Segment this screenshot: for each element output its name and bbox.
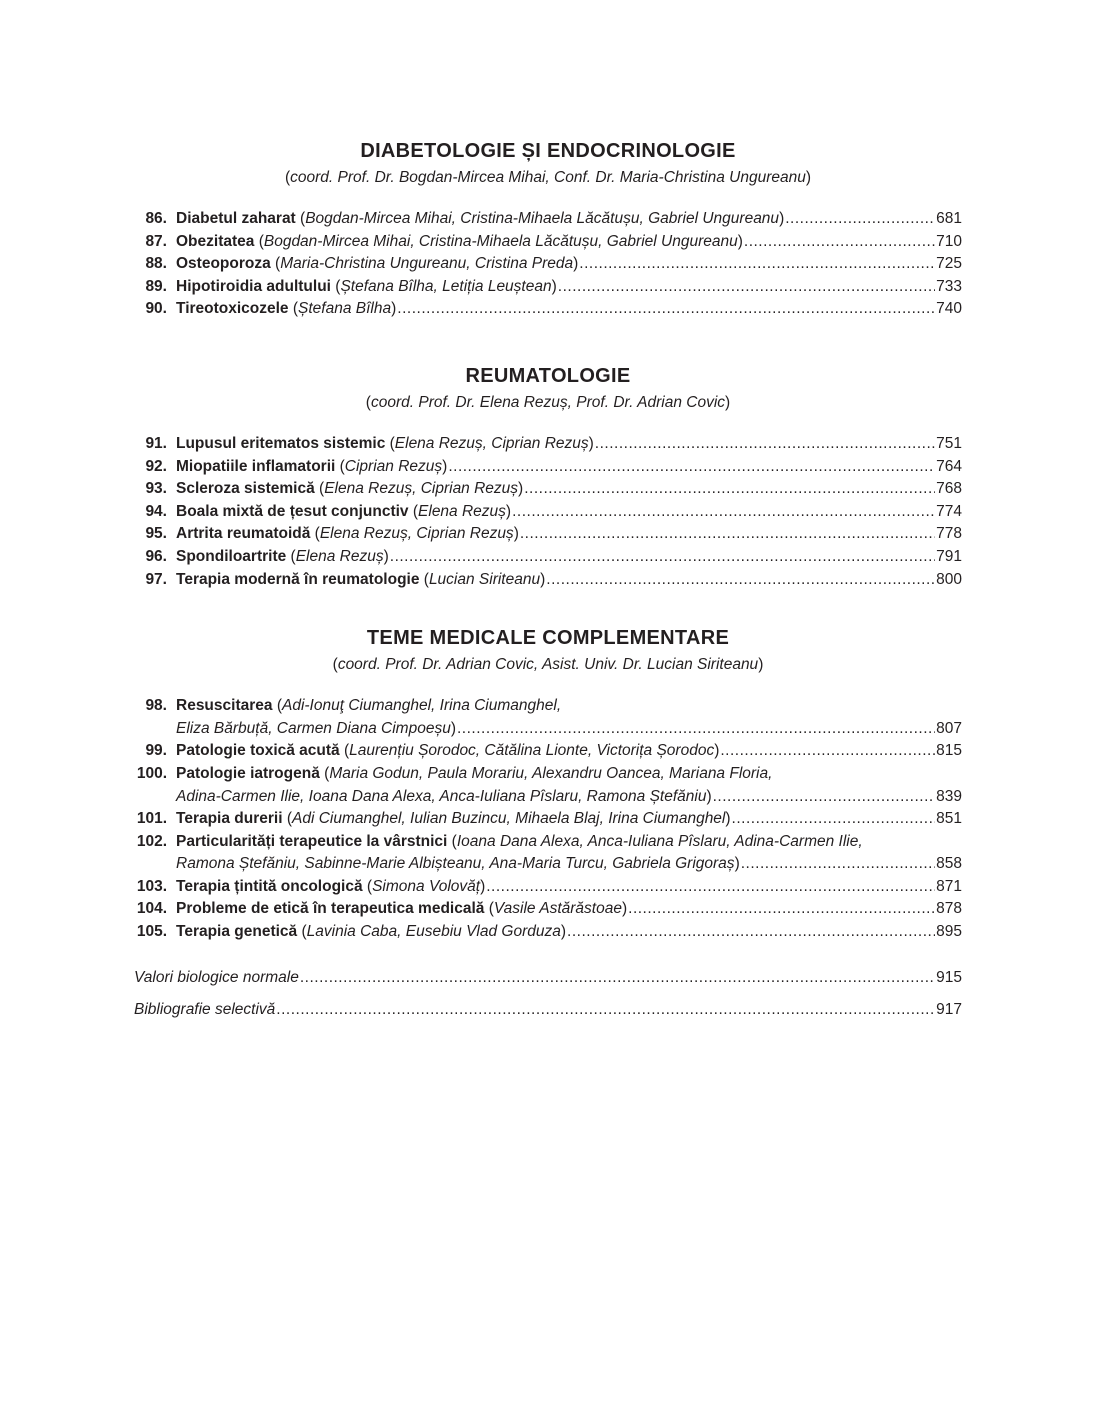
dot-leader [397,298,935,321]
entry-title: Obezitatea [176,232,255,250]
toc-entry[interactable]: 90. Tireotoxicozele (Ștefana Bîlha) ..... 740 [134,298,962,321]
toc-entry[interactable]: 89. Hipotiroidia adultului (Ștefana Bîlha, Letiția Leuștean) ..... 733 [134,276,962,299]
entry-title: Terapia genetică [176,923,298,941]
entry-authors: Ștefana Bîlha [298,300,392,318]
entry-number: 88. [145,255,167,273]
entry-title: Probleme de etică în terapeutica medicală [176,900,485,918]
section-title: DIABETOLOGIE ȘI ENDOCRINOLOGIE [360,140,736,162]
entry-page: 764 [936,457,962,475]
toc-entry[interactable]: 103. Terapia țintită oncologică (Simona Volovăț) ..... 871 [134,876,962,899]
toc-entry-bibliography[interactable] [134,999,962,1022]
toc-entry[interactable]: 88. Osteoporoza (Maria-Christina Ungureanu, Cristina Preda) ..... 725 [134,253,962,276]
entry-number: 102. [136,832,167,850]
coordinators-names: coord. Prof. Dr. Adrian Covic, Asist. Univ. Dr. Lucian Siriteanu [337,656,759,674]
dot-leader [546,569,935,592]
entry-page: 778 [936,525,962,543]
entry-title: Lupusul eritematos sistemic [176,434,386,452]
entry-page: 807 [936,719,962,737]
entry-authors: Bogdan-Mircea Mihai, Cristina-Mihaela Lăcătușu, Gabriel Ungureanu [305,210,780,227]
entry-title: Particularități terapeutice la vârstnici [176,832,448,850]
entry-page: 725 [936,255,962,273]
entry-list [134,433,962,591]
entry-authors: Elena Rezuș [418,502,506,520]
entry-authors: Adi-Ionuţ Ciumanghel, Irina Ciumanghel, [281,697,562,715]
entry-page: 915 [936,968,962,986]
entry-title: Hipotiroidia adultului [176,277,331,295]
entry-authors: Elena Rezuș, Ciprian Rezuș [324,480,519,498]
entry-authors: Bogdan-Mircea Mihai, Cristina-Mihaela Lăcătușu, Gabriel Ungureanu [263,232,738,250]
entry-authors-continued: Eliza Bărbuță, Carmen Diana Cimpoeșu [176,719,451,737]
entry-page: 839 [936,787,962,805]
entry-page: 791 [936,547,962,565]
entry-title: Boala mixtă de țesut conjunctiv [176,502,409,520]
entry-authors: Simona Volovăț [372,877,481,895]
appendix-entries [134,967,962,1022]
entry-page: 774 [936,502,962,520]
entry-title: Miopatiile inflamatorii [176,457,336,475]
entry-title: Scleroza sistemică [176,480,315,498]
section-complementary [134,625,962,944]
entry-number: 95. [145,525,167,543]
entry-title: Osteoporoza [176,255,271,273]
toc-entry[interactable]: 87. Obezitatea (Bogdan-Mircea Mihai, Cristina-Mihaela Lăcătușu, Gabriel Ungureanu) ..... 710 [134,231,962,254]
toc-entry[interactable]: 105. Terapia genetică (Lavinia Caba, Eusebiu Vlad Gorduza) ..... 895 [134,921,962,944]
toc-entry[interactable]: 100. Patologie iatrogenă (Maria Godun, Paula Morariu, Alexandru Oancea, Mariana Floria, Adina-Carmen Ilie, Ioana Dana Alexa, Anca-Iuliana Pîslaru, Ramona Ștefăniu) ..... 839 [134,763,962,808]
entry-page: 851 [936,810,962,828]
entry-title: Diabetul zaharat [176,210,296,227]
entry-page: 895 [936,923,962,941]
toc-entry[interactable]: 97. Terapia modernă în reumatologie (Lucian Siriteanu) ..... 800 [134,569,962,592]
entry-number: 97. [145,570,167,588]
entry-authors: Ciprian Rezuș [344,457,443,475]
entry-authors-continued: Ramona Ștefăniu, Sabinne-Marie Albișteanu, Ana-Maria Turcu, Gabriela Grigoraș [176,855,735,873]
entry-number: 86. [145,210,167,227]
entry-authors: Elena Rezuș [295,547,384,565]
dot-leader [276,999,935,1022]
dot-leader [741,853,935,876]
entry-page: 710 [936,232,962,250]
entry-page: 878 [936,900,962,918]
dot-leader [520,523,935,546]
dot-leader [567,921,935,944]
entry-page: 917 [936,1001,962,1019]
entry-title: Terapia țintită oncologică [176,877,363,895]
dot-leader [744,231,935,254]
dot-leader [300,967,935,990]
entry-authors-continued: Adina-Carmen Ilie, Ioana Dana Alexa, Anca-Iuliana Pîslaru, Ramona Ștefăniu [176,787,707,805]
entry-number: 87. [145,232,167,250]
entry-page: 871 [936,877,962,895]
entry-page: 768 [936,480,962,498]
entry-authors: Laurențiu Șorodoc, Cătălina Lionte, Victorița Șorodoc [349,742,715,760]
coordinators-names: coord. Prof. Dr. Elena Rezuș, Prof. Dr. Adrian Covic [370,393,726,411]
dot-leader [457,718,935,741]
entry-authors: Maria-Christina Ungureanu, Cristina Preda [280,255,574,273]
toc-entry-normal-values[interactable] [134,967,962,990]
section-coordinators: (coord. Prof. Dr. Adrian Covic, Asist. Univ. Dr. Lucian Siriteanu) [332,656,764,674]
entry-number: 101. [136,810,167,828]
dot-leader [579,253,935,276]
toc-entry[interactable]: 94. Boala mixtă de țesut conjunctiv (Elena Rezuș) ..... 774 [134,501,962,524]
entry-label: Valori biologice normale [134,968,299,986]
dot-leader [448,456,935,479]
dot-leader [732,808,936,831]
section-title: REUMATOLOGIE [465,364,631,387]
dot-leader [486,876,935,899]
entry-number: 89. [145,277,167,295]
toc-entry[interactable]: 99. Patologie toxică acută (Laurențiu Șorodoc, Cătălina Lionte, Victorița Șorodoc) ..... 815 [134,740,962,763]
dot-leader [390,546,935,569]
entry-title: Terapia durerii [176,810,283,828]
entry-title: Patologie toxică acută [176,742,340,760]
entry-title: Terapia modernă în reumatologie [176,570,420,588]
entry-authors: Ioana Dana Alexa, Anca-Iuliana Pîslaru, Adina-Carmen Ilie, [456,832,863,850]
entry-title: Artrita reumatoidă [176,525,311,543]
entry-title: Tireotoxicozele [176,300,289,318]
toc-entry[interactable]: 101. Terapia durerii (Adi Ciumanghel, Iulian Buzincu, Mihaela Blaj, Irina Ciumanghel) ..... 851 [134,808,962,831]
toc-entry[interactable]: 96. Spondiloartrite (Elena Rezuș) ..... 791 [134,546,962,569]
entry-number: 103. [136,877,167,895]
section-diabetology [134,138,962,321]
entry-label: Bibliografie selectivă [134,1001,276,1019]
entry-list [134,208,962,321]
entry-number: 100. [136,764,167,782]
entry-page: 740 [936,300,962,318]
toc-entry[interactable]: 93. Scleroza sistemică (Elena Rezuș, Ciprian Rezuș) ..... 768 [134,478,962,501]
entry-page: 815 [936,742,962,760]
entry-authors: Ștefana Bîlha, Letiția Leuștean [340,277,552,295]
coordinators-names: coord. Prof. Dr. Bogdan-Mircea Mihai, Conf. Dr. Maria-Christina Ungureanu [290,169,806,186]
entry-number: 90. [145,300,167,318]
dot-leader [785,208,935,231]
entry-number: 92. [145,457,167,475]
dot-leader [512,501,935,524]
dot-leader [524,478,935,501]
dot-leader [595,433,935,456]
toc-entry[interactable]: 95. Artrita reumatoidă (Elena Rezuș, Ciprian Rezuș) ..... 778 [134,523,962,546]
toc-entry[interactable]: 102. Particularități terapeutice la vârstnici (Ioana Dana Alexa, Anca-Iuliana Pîslaru, Adina-Carmen Ilie, Ramona Ștefăniu, Sabinne-Marie Albișteanu, Ana-Maria Turcu, Gabriela Grigoraș) ..... 858 [134,831,962,876]
table-of-contents [134,138,962,1032]
entry-number: 91. [145,434,167,452]
entry-number: 98. [145,697,167,715]
entry-authors: Lavinia Caba, Eusebiu Vlad Gorduza [306,923,561,941]
section-rheumatology [134,363,962,591]
entry-number: 99. [145,742,167,760]
entry-title: Spondiloartrite [176,547,287,565]
entry-authors: Vasile Astărăstoae [493,900,622,918]
toc-entry[interactable]: 86. Diabetul zaharat (Bogdan-Mircea Mihai, Cristina-Mihaela Lăcătușu, Gabriel Ungureanu) ..... 681 [134,208,962,231]
entry-authors: Elena Rezuș, Ciprian Rezuș [394,434,589,452]
entry-number: 96. [145,547,167,565]
toc-entry[interactable]: 92. Miopatiile inflamatorii (Ciprian Rezuș) ..... 764 [134,456,962,479]
entry-number: 94. [145,502,167,520]
toc-entry[interactable]: 98. Resuscitarea (Adi-Ionuţ Ciumanghel, Irina Ciumanghel, Eliza Bărbuță, Carmen Diana Cimpoeșu) ..... 807 [134,695,962,740]
section-title: TEME MEDICALE COMPLEMENTARE [366,627,730,650]
entry-page: 751 [936,434,962,452]
dot-leader [713,786,936,809]
entry-authors: Maria Godun, Paula Morariu, Alexandru Oancea, Mariana Floria, [329,764,773,782]
section-coordinators: (coord. Prof. Dr. Elena Rezuș, Prof. Dr. Adrian Covic) [365,393,731,411]
entry-title: Resuscitarea [176,697,273,715]
entry-page: 858 [936,855,962,873]
entry-page: 733 [936,277,962,295]
entry-title: Patologie iatrogenă [176,764,320,782]
dot-leader [628,898,935,921]
toc-entry[interactable]: 104. Probleme de etică în terapeutica medicală (Vasile Astărăstoae) ..... 878 [134,898,962,921]
dot-leader [558,276,935,299]
entry-page: 681 [936,210,962,227]
entry-authors: Elena Rezuș, Ciprian Rezuș [319,525,514,543]
entry-number: 104. [136,900,167,918]
section-coordinators: (coord. Prof. Dr. Bogdan-Mircea Mihai, Conf. Dr. Maria-Christina Ungureanu) [284,169,812,186]
entry-number: 93. [145,480,167,498]
entry-list [134,695,962,944]
toc-entry[interactable]: 91. Lupusul eritematos sistemic (Elena Rezuș, Ciprian Rezuș) ..... 751 [134,433,962,456]
entry-authors: Lucian Siriteanu [428,570,541,588]
entry-number: 105. [136,923,167,941]
entry-authors: Adi Ciumanghel, Iulian Buzincu, Mihaela Blaj, Irina Ciumanghel [292,810,726,828]
dot-leader [720,740,935,763]
entry-page: 800 [936,570,962,588]
